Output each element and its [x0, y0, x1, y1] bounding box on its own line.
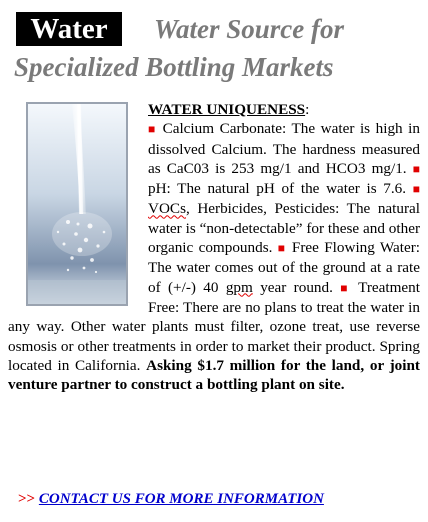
- page-title-line-2: Specialized Bottling Markets: [14, 52, 334, 82]
- gpm-text: gpm: [225, 278, 253, 296]
- water-uniqueness-text: [8, 100, 420, 394]
- bullet-icon: ■: [277, 241, 287, 256]
- contact-line: [18, 491, 324, 508]
- asking-price-text: Asking $1.7 million for the land, or joint venture partner to construct a bottling plant on site.: [8, 356, 420, 394]
- double-arrow-icon: >>: [18, 491, 36, 507]
- treatment-free-text: Treatment Free: There are no plans to treat the water in any way. Other water plants must filter, ozone treat, use reverse osmosis or other treatments in order to market their product. Spring located in California.: [8, 278, 420, 374]
- vocs-detail-text: , Herbicides, Pesticides: The natural water is “non-detectable” for these and other organic compounds.: [148, 200, 420, 257]
- bullet-icon: ■: [148, 122, 158, 137]
- free-flowing-text: Free Flowing Water: The water comes out of the ground at a rate of (+/-) 40: [148, 239, 421, 296]
- year-round-text: year round.: [252, 278, 341, 296]
- ph-text: pH: The natural pH of the water is 7.6.: [148, 180, 413, 198]
- bullet-icon: ■: [412, 182, 420, 197]
- bullet-icon: ■: [340, 280, 352, 295]
- calcium-carbonate-text: Calcium Carbonate: The water is high in dissolved Calcium. The hardness measured as CaC03 is 253 mg/1 and HCO3 mg/1.: [148, 120, 420, 177]
- bullet-icon: ■: [412, 161, 420, 176]
- page-title-line-1: Water Source for: [154, 14, 345, 44]
- vocs-text: VOCs: [148, 200, 186, 218]
- section-heading-colon: :: [305, 101, 310, 118]
- section-heading: WATER UNIQUENESS: [148, 101, 306, 118]
- water-badge: Water: [16, 12, 122, 46]
- contact-us-link[interactable]: CONTACT US FOR MORE INFORMATION: [38, 491, 324, 507]
- image-spacer: [8, 100, 148, 316]
